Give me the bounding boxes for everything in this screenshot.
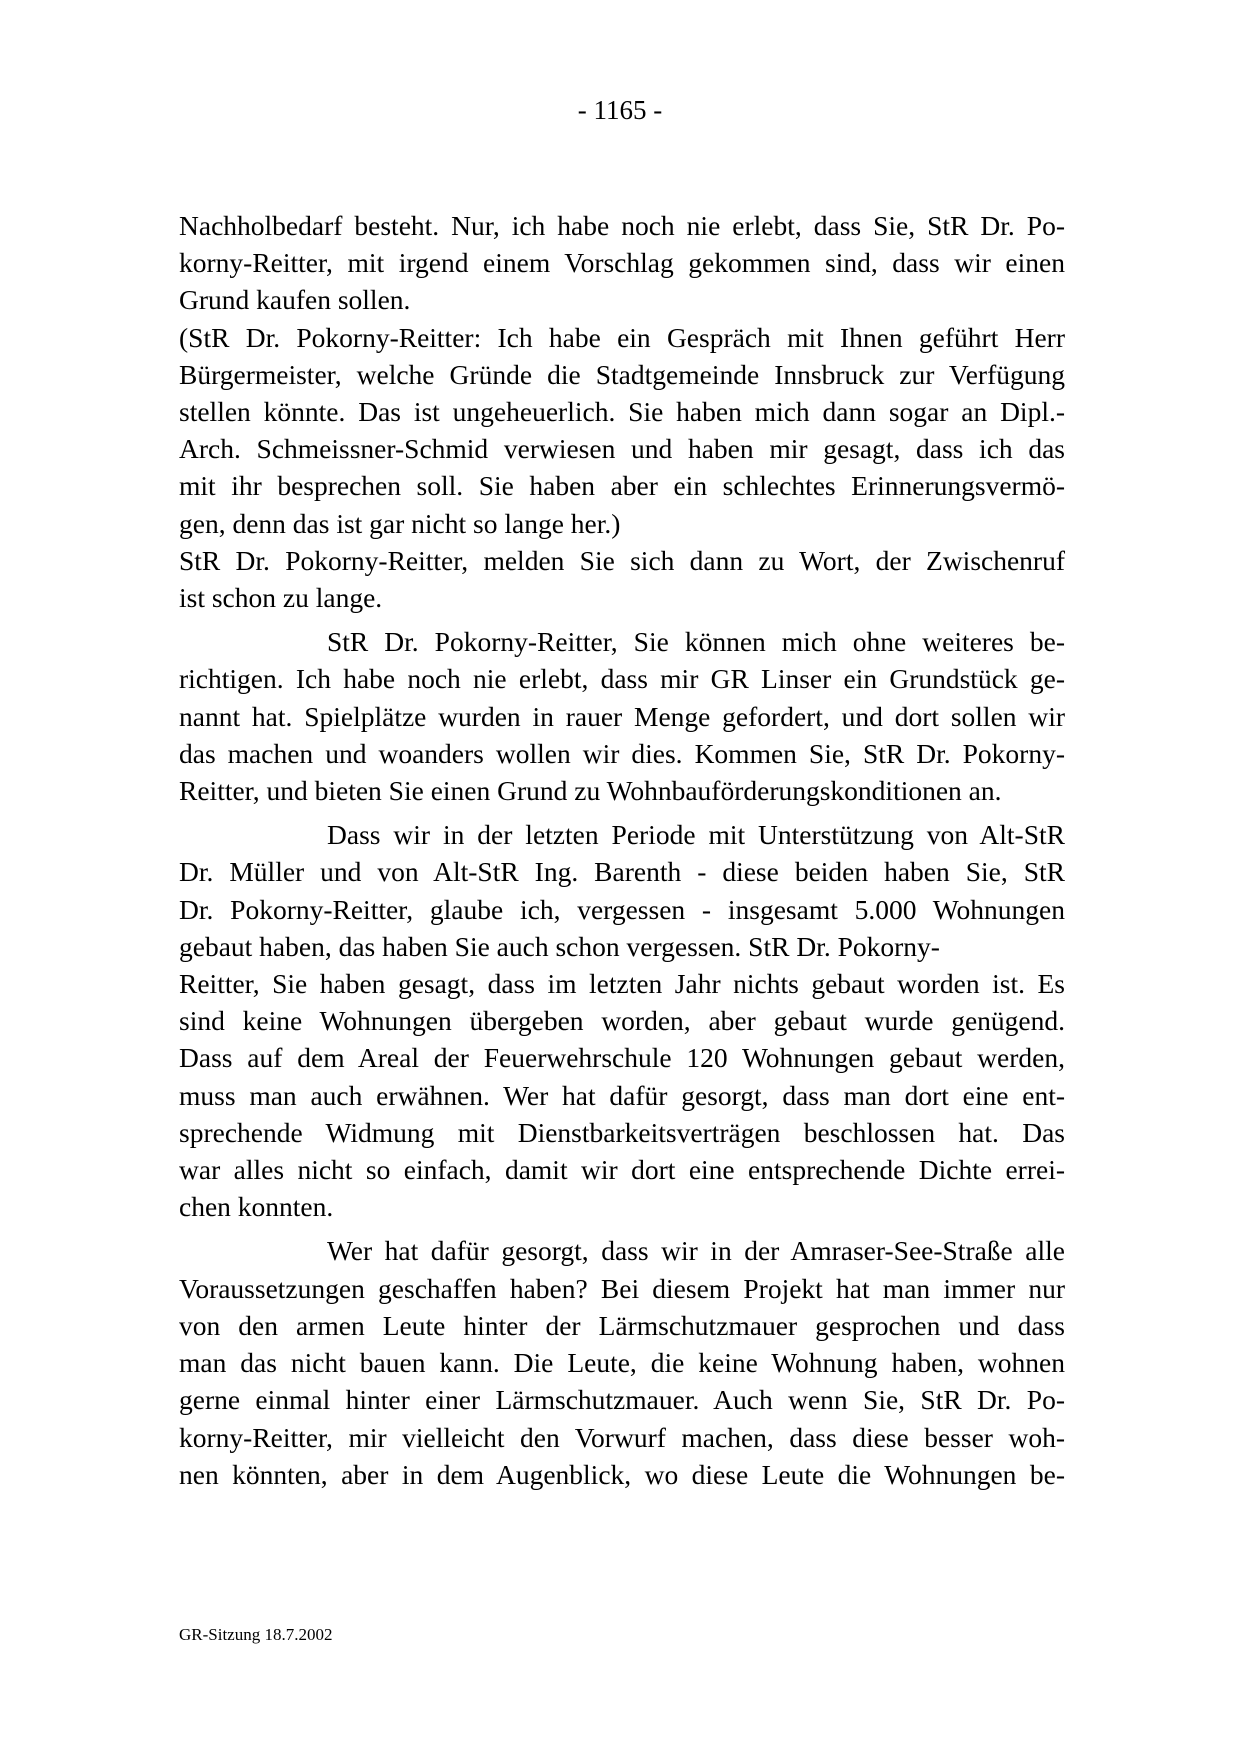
text-line: Nachholbedarf besteht. Nur, ich habe noch nie erlebt, dass Sie, StR Dr. Po- [179,210,1065,241]
text-line: stellen könnte. Das ist ungeheuerlich. Sie haben mich dann sogar an Dipl.- [179,396,1065,428]
text-line: das machen und woanders wollen wir dies. Kommen Sie, StR Dr. Pokorny- [179,737,1065,769]
text-line: StR Dr. Pokorny-Reitter, melden Sie sich dann zu Wort, der Zwischenruf [179,544,1065,576]
text-line: Dass auf dem Areal der Feuerwehrschule 120 Wohnungen gebaut werden, [179,1042,1065,1074]
text-line: von den armen Leute hinter der Lärmschutzmauer gesprochen und dass [179,1309,1065,1341]
text-line: (StR Dr. Pokorny-Reitter: Ich habe ein Gespräch mit Ihnen geführt Herr [179,321,1065,353]
text-line: sprechende Widmung mit Dienstbarkeitsverträgen beschlossen hat. Das [179,1116,1065,1148]
text-line: Arch. Schmeissner-Schmid verwiesen und haben mir gesagt, dass ich das [179,433,1065,465]
body-text [179,207,1065,1493]
footer-session-date: GR-Sitzung 18.7.2002 [179,1625,333,1644]
text-line: Voraussetzungen geschaffen haben? Bei diesem Projekt hat man immer nur [179,1272,1065,1304]
text-line: muss man auch erwähnen. Wer hat dafür gesorgt, dass man dort eine ent- [179,1079,1065,1111]
text-line: StR Dr. Pokorny-Reitter, Sie können mich ohne weiteres be- [327,626,1065,658]
text-line: nannt hat. Spielplätze wurden in rauer Menge gefordert, und dort sollen wir [179,700,1065,732]
text-line: Grund kaufen sollen. [179,284,411,316]
text-line: Bürgermeister, welche Gründe die Stadtgemeinde Innsbruck zur Verfügung [179,358,1065,390]
text-line: Dr. Pokorny-Reitter, glaube ich, vergessen - insgesamt 5.000 Wohnungen [179,893,1065,925]
text-line: mit ihr besprechen soll. Sie haben aber ein schlechtes Erinnerungsvermö- [179,470,1065,502]
text-line: man das nicht bauen kann. Die Leute, die keine Wohnung haben, wohnen [179,1347,1065,1379]
text-line: nen könnten, aber in dem Augenblick, wo diese Leute die Wohnungen be- [179,1458,1065,1490]
text-line: war alles nicht so einfach, damit wir dort eine entsprechende Dichte errei- [179,1154,1065,1186]
text-line: korny-Reitter, mir vielleicht den Vorwurf machen, dass diese besser woh- [179,1421,1065,1453]
text-line: Reitter, Sie haben gesagt, dass im letzten Jahr nichts gebaut worden ist. Es [179,968,1065,1000]
text-line: sind keine Wohnungen übergeben worden, aber gebaut wurde genügend. [179,1005,1065,1037]
text-line: Reitter, und bieten Sie einen Grund zu Wohnbauförderungskonditionen an. [179,775,1002,807]
text-line: Wer hat dafür gesorgt, dass wir in der Amraser-See-Straße alle [327,1235,1065,1267]
text-line: gerne einmal hinter einer Lärmschutzmauer. Auch wenn Sie, StR Dr. Po- [179,1384,1065,1416]
text-line: korny-Reitter, mit irgend einem Vorschlag gekommen sind, dass wir einen [179,247,1065,279]
page-number: - 1165 - [577,95,663,125]
text-line: chen konnten. [179,1191,334,1223]
text-line: ist schon zu lange. [179,582,383,614]
text-line: gebaut haben, das haben Sie auch schon vergessen. StR Dr. Pokorny- [179,930,940,962]
text-line: gen, denn das ist gar nicht so lange her.) [179,507,621,539]
text-line: Dr. Müller und von Alt-StR Ing. Barenth - diese beiden haben Sie, StR [179,856,1065,888]
text-line: Dass wir in der letzten Periode mit Unterstützung von Alt-StR [327,819,1065,851]
text-line: richtigen. Ich habe noch nie erlebt, dass mir GR Linser ein Grundstück ge- [179,663,1065,695]
